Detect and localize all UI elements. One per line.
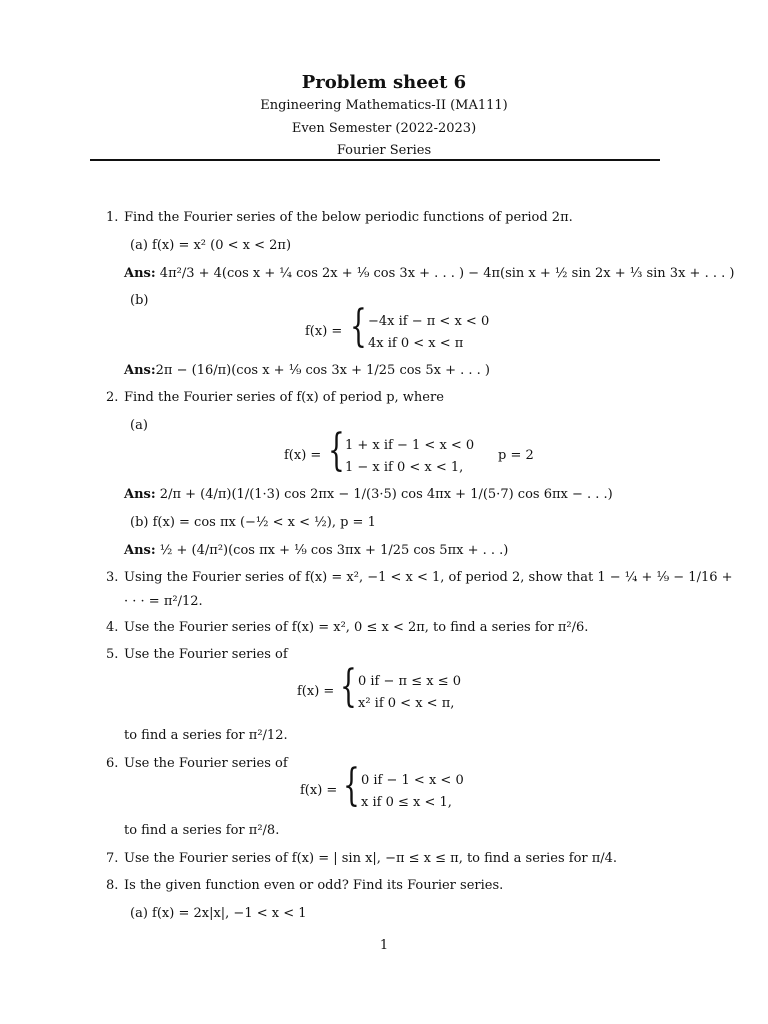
piecewise-lhs: f(x) = [284,448,322,463]
problem-8-number: 8. [106,878,119,893]
piecewise-case: 1 + x if − 1 < x < 0 [345,438,475,453]
problem-4-number: 4. [106,620,119,635]
page-number: 1 [379,938,389,953]
answer-text: 2π − (16/π)(cos x + ⅑ cos 3x + 1/25 cos 5x + . . . ) [155,363,490,378]
problem-5-after: to find a series for π²/12. [124,728,288,743]
answer-text: 2/π + (4/π)(1/(1·3) cos 2πx − 1/(3·5) cos 4πx + 1/(5·7) cos 6πx − . . .) [159,487,613,502]
problem-2-number: 2. [106,390,119,405]
left-brace: { [343,760,360,811]
piecewise-case: 4x if 0 < x < π [368,336,464,351]
problem-3-text-cont: · · · = π²/12. [124,594,203,609]
answer-label: Ans: [124,266,156,281]
problem-8-text: Is the given function even or odd? Find its Fourier series. [124,878,504,893]
sheet-title: Problem sheet 6 [301,72,467,93]
answer-label: Ans: [124,487,156,502]
left-brace: { [328,425,345,476]
period-value: p = 2 [498,448,534,463]
piecewise-case: 1 − x if 0 < x < 1, [345,460,464,475]
problem-5-number: 5. [106,647,119,662]
problem-1-text: Find the Fourier series of the below periodic functions of period 2π. [124,210,573,225]
problem-1b: (b) [130,293,149,308]
piecewise-case: x² if 0 < x < π, [358,696,455,711]
answer-text: 4π²/3 + 4(cos x + ¼ cos 2x + ⅑ cos 3x + . . . ) − 4π(sin x + ½ sin 2x + ⅓ sin 3x + . . . ) [159,266,735,281]
piecewise-lhs: f(x) = [305,324,343,339]
piecewise-lhs: f(x) = [300,783,338,798]
topic: Fourier Series [336,143,432,158]
course-name: Engineering Mathematics-II (MA111) [260,98,508,113]
problem-2b: (b) f(x) = cos πx (−½ < x < ½), p = 1 [130,515,376,530]
left-brace: { [340,661,357,712]
answer-label: Ans: [124,543,156,558]
problem-4-text: Use the Fourier series of f(x) = x², 0 ≤ x < 2π, to find a series for π²/6. [124,620,589,635]
problem-6-number: 6. [106,756,119,771]
piecewise-case: 0 if − π ≤ x ≤ 0 [358,674,461,689]
piecewise-case: 0 if − 1 < x < 0 [361,773,464,788]
piecewise-lhs: f(x) = [297,684,335,699]
problem-2a-answer [124,487,613,502]
problem-2b-answer [124,543,508,558]
problem-2-text: Find the Fourier series of f(x) of period p, where [124,390,444,405]
header-rule [90,159,660,161]
problem-5-text: Use the Fourier series of [124,647,288,662]
semester: Even Semester (2022-2023) [291,121,477,136]
left-brace: { [350,301,367,352]
problem-8a: (a) f(x) = 2x|x|, −1 < x < 1 [130,906,307,921]
problem-3-number: 3. [106,570,119,585]
problem-1b-answer [124,363,490,378]
answer-text: ½ + (4/π²)(cos πx + ⅑ cos 3πx + 1/25 cos 5πx + . . .) [159,543,509,558]
problem-7-text: Use the Fourier series of f(x) = | sin x|, −π ≤ x ≤ π, to find a series for π/4. [124,851,618,866]
problem-1a-answer [124,266,734,281]
piecewise-case: −4x if − π < x < 0 [368,314,490,329]
problem-1-number: 1. [106,210,119,225]
piecewise-case: x if 0 ≤ x < 1, [361,795,452,810]
problem-1a: (a) f(x) = x² (0 < x < 2π) [130,238,292,253]
answer-label: Ans: [124,363,156,378]
problem-7-number: 7. [106,851,119,866]
problem-6-after: to find a series for π²/8. [124,823,280,838]
problem-3-text: Using the Fourier series of f(x) = x², −1 < x < 1, of period 2, show that 1 − ¼ + ⅑ − 1/16 + [124,570,733,585]
problem-2a: (a) [130,418,148,433]
problem-6-text: Use the Fourier series of [124,756,288,771]
